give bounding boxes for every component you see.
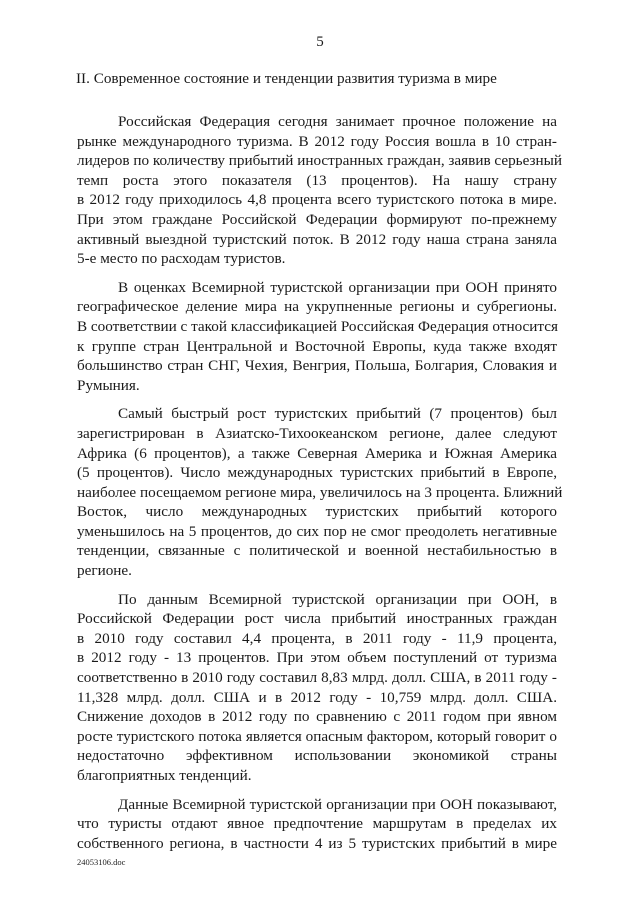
text-line: В оценках Всемирной туристской организации при ООН принято xyxy=(118,278,557,296)
text-line: Румыния. xyxy=(77,376,140,394)
text-line: Данные Всемирной туристской организации при ООН показывают, xyxy=(118,795,557,813)
text-line: благоприятных тенденций. xyxy=(77,767,252,784)
text-line: к группе стран Центральной и Восточной Европы, куда также входят xyxy=(77,337,557,355)
text-line: недостаточно эффективном использовании экономикой страны xyxy=(77,747,557,765)
text-line: тенденции, связанные с политической и военной нестабильностью в xyxy=(77,542,557,560)
text-line: в 2012 году - 13 процентов. При этом объем поступлений от туризма xyxy=(77,649,557,667)
text-line: географическое деление мира на укрупненные регионы и субрегионы. xyxy=(77,298,557,316)
text-line: наиболее посещаемом регионе мира, увеличилось на 3 процента. Ближний xyxy=(77,483,563,501)
text-line: 11,328 млрд. долл. США и в 2012 году - 10,759 млрд. долл. США. xyxy=(77,688,557,706)
text-line: соответственно в 2010 году составил 8,83 млрд. долл. США, в 2011 году - xyxy=(77,669,557,687)
document-file-code: 24053106.doc xyxy=(77,857,126,867)
text-line: в 2010 году составил 4,4 процента, в 2011 году - 11,9 процента, xyxy=(77,629,557,647)
text-line: росте туристского потока является опасным фактором, который говорит о xyxy=(77,727,557,745)
paragraph xyxy=(77,278,557,396)
text-line: Африка (6 процентов), а также Северная Америка и Южная Америка xyxy=(77,444,557,462)
text-line: Снижение доходов в 2012 году по сравнению с 2011 годом при явном xyxy=(77,708,557,726)
page-number: 5 xyxy=(316,34,324,50)
text-line: в 2012 году приходилось 4,8 процента всего туристского потока в мире. xyxy=(77,191,557,209)
paragraph xyxy=(77,404,563,580)
section-title: II. Современное состояние и тенденции развития туризма в мире xyxy=(76,70,497,87)
text-line: зарегистрирован в Азиатско-Тихоокеанском регионе, далее следуют xyxy=(77,424,557,442)
document-body xyxy=(77,112,563,862)
text-line: регионе. xyxy=(77,562,132,580)
text-line: что туристы отдают явное предпочтение маршрутам в пределах их xyxy=(77,815,557,833)
paragraph xyxy=(77,112,562,269)
text-line: В соответствии с такой классификацией Российская Федерация относится xyxy=(77,317,558,335)
text-line: Восток, число международных туристских прибытий которого xyxy=(77,503,557,521)
text-line: Российской Федерации рост числа прибытий иностранных граждан xyxy=(77,610,557,628)
text-line: лидеров по количеству прибытий иностранных граждан, заявив серьезный xyxy=(77,152,562,170)
text-line: По данным Всемирной туристской организации при ООН, в xyxy=(118,590,557,608)
text-line: Российская Федерация сегодня занимает прочное положение на xyxy=(118,113,557,130)
text-line: рынке международного туризма. В 2012 году Россия вошла в 10 стран- xyxy=(77,132,557,150)
paragraph xyxy=(77,590,557,786)
text-line: активный выездной туристский поток. В 2012 году наша страна заняла xyxy=(77,230,557,248)
text-line: 5-е место по расходам туристов. xyxy=(77,250,286,268)
text-line: большинство стран СНГ, Чехия, Венгрия, Польша, Болгария, Словакия и xyxy=(77,357,557,375)
text-line: При этом граждане Российской Федерации формируют по-прежнему xyxy=(77,210,557,228)
text-line: уменьшилось на 5 процентов, до сих пор не смог преодолеть негативные xyxy=(77,522,557,540)
text-line: (5 процентов). Число международных туристских прибытий в Европе, xyxy=(77,464,557,482)
text-line: Самый быстрый рост туристских прибытий (7 процентов) был xyxy=(118,405,557,423)
text-line: собственного региона, в частности 4 из 5 туристских прибытий в мире xyxy=(77,834,557,852)
paragraph xyxy=(77,795,557,854)
text-line: темп роста этого показателя (13 процентов). На нашу страну xyxy=(77,171,557,189)
